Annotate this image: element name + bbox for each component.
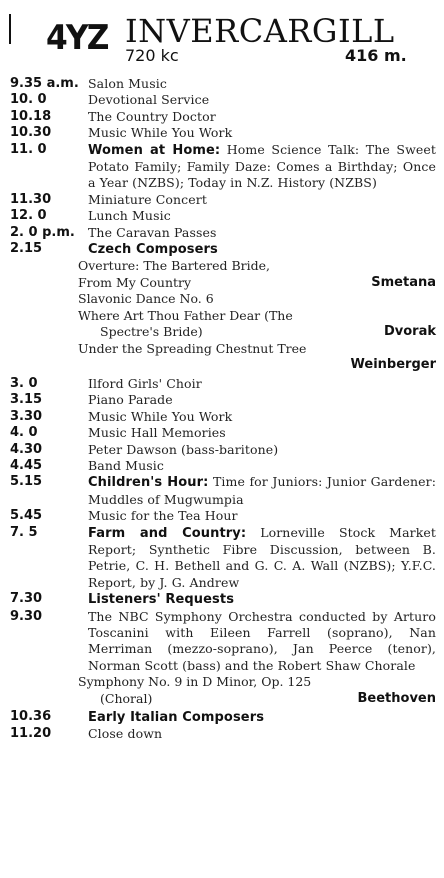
slot-details: The NBC Symphony Orchestra conducted by Arturo Toscanini with Eileen Farrell (soprano), Nan Merriman (mezzo-soprano), Jan Peerce (tenor), Norman Scott (bass) and the Robert Shaw Chorale	[88, 608, 436, 673]
programme-item: Symphony No. 9 in D Minor, Op. 125	[78, 674, 312, 690]
slot-description	[88, 142, 436, 192]
slot-time: 10.36	[10, 709, 52, 725]
composer-name: Dvorak	[383, 324, 436, 340]
slot-time: 7.30	[10, 591, 43, 607]
slot-title: Music for the Tea Hour	[88, 508, 238, 524]
schedule-row	[10, 409, 436, 425]
slot-heading: Children's Hour:	[88, 475, 209, 491]
slot-time: 9.30	[10, 608, 43, 624]
slot-title: Salon Music	[88, 76, 167, 91]
slot-heading: Women at Home:	[88, 142, 221, 158]
slot-time: 5.45	[10, 508, 43, 524]
slot-details: Time for Juniors: Junior Gardener: Muddles of Mugwumpia	[88, 474, 436, 507]
schedule-row	[10, 709, 436, 726]
slot-title: Music Hall Memories	[88, 425, 226, 441]
schedule-row	[10, 125, 436, 141]
slot-time: 11.20	[10, 726, 52, 742]
schedule-row	[10, 609, 436, 675]
slot-title: Lunch Music	[88, 208, 171, 224]
slot-time: 4.30	[10, 441, 43, 457]
slot-title: Ilford Girls' Choir	[88, 375, 202, 391]
symphony-programme	[10, 674, 436, 707]
slot-time: 10.18	[10, 108, 52, 124]
schedule-row	[10, 142, 436, 192]
slot-heading: Early Italian Composers	[88, 710, 265, 726]
programme-item: Where Art Thou Father Dear (The	[78, 307, 293, 323]
schedule-row	[10, 525, 436, 592]
schedule-row	[10, 76, 436, 92]
slot-title: Music While You Work	[88, 408, 233, 424]
slot-time: 4. 0	[10, 425, 38, 441]
programme-item: Overture: The Bartered Bride,	[78, 258, 270, 274]
slot-description	[88, 241, 436, 258]
programme-item	[78, 275, 436, 291]
schedule-row	[10, 458, 436, 474]
slot-title: Close down	[88, 726, 163, 742]
schedule-row	[10, 208, 436, 224]
schedule-row	[10, 376, 436, 392]
slot-description	[88, 709, 436, 726]
programme-item-title: Spectre's Bride)	[100, 324, 203, 340]
schedule-row	[10, 392, 436, 408]
slot-details: Home Science Talk: The Sweet Potato Family; Family Daze: Comes a Birthday; Once a Year (NZBS); Today in N.Z. History (NZBS)	[88, 141, 436, 191]
slot-details: Lorneville Stock Market Report; Synthetic Fibre Discussion, between B. Petrie, C. H. Bethell and G. C. A. Wall (NZBS); Y.F.C. Report, by J. G. Andrew	[88, 524, 436, 590]
programme-item-title: From My Country	[78, 274, 192, 290]
slot-time: 9.35 a.m.	[10, 76, 79, 91]
czech-programme	[10, 258, 436, 371]
programme-item	[100, 324, 436, 340]
station-city: INVERCARGILL	[125, 12, 395, 50]
schedule-row	[10, 508, 436, 524]
slot-title: Devotional Service	[88, 92, 210, 108]
composer-name: Beethoven	[357, 690, 436, 706]
schedule-row	[10, 225, 436, 241]
slot-time: 12. 0	[10, 208, 47, 224]
slot-time: 4.45	[10, 457, 43, 473]
slot-time: 5.15	[10, 474, 43, 490]
slot-time: 2.15	[10, 241, 43, 257]
composer-name: Smetana	[371, 274, 436, 290]
schedule-row	[10, 192, 436, 208]
station-frequency: 720 kc	[125, 46, 179, 65]
schedule-row	[10, 591, 436, 608]
schedule-row	[10, 425, 436, 441]
composer-name: Weinberger	[350, 356, 436, 372]
programme-item-title: (Choral)	[100, 690, 153, 706]
programme-item	[100, 691, 436, 707]
slot-heading: Farm and Country:	[88, 525, 247, 541]
schedule-row	[10, 109, 436, 125]
slot-title: The Caravan Passes	[88, 224, 217, 240]
slot-time: 7. 5	[10, 524, 38, 540]
station-wavelength: 416 m.	[345, 46, 407, 65]
slot-heading: Czech Composers	[88, 242, 218, 258]
slot-time: 2. 0 p.m.	[10, 224, 75, 240]
station-call-sign: 4YZ	[46, 18, 108, 58]
slot-time: 11.30	[10, 191, 52, 207]
schedule-row	[10, 474, 436, 508]
slot-title: Miniature Concert	[88, 191, 207, 207]
slot-time: 3.30	[10, 408, 43, 424]
programme-item: Under the Spreading Chestnut Tree	[78, 340, 307, 356]
schedule-row	[10, 726, 436, 742]
slot-description	[88, 591, 436, 608]
programme-schedule	[10, 76, 436, 743]
schedule-row	[10, 442, 436, 458]
schedule-row	[10, 241, 436, 258]
schedule-row	[10, 92, 436, 108]
slot-description	[88, 474, 436, 508]
slot-time: 11. 0	[10, 141, 47, 157]
slot-title: The Country Doctor	[88, 108, 216, 124]
slot-time: 10.30	[10, 125, 52, 141]
slot-time: 3. 0	[10, 375, 38, 391]
programme-item: Slavonic Dance No. 6	[78, 291, 214, 307]
slot-title: Music While You Work	[88, 125, 233, 141]
slot-description	[88, 525, 436, 592]
slot-title: Band Music	[88, 457, 164, 473]
slot-time: 10. 0	[10, 92, 47, 108]
slot-heading: Listeners' Requests	[88, 592, 235, 608]
slot-title: Peter Dawson (bass-baritone)	[88, 441, 279, 457]
slot-title: Piano Parade	[88, 392, 173, 408]
slot-time: 3.15	[10, 392, 43, 408]
station-masthead	[10, 6, 436, 70]
